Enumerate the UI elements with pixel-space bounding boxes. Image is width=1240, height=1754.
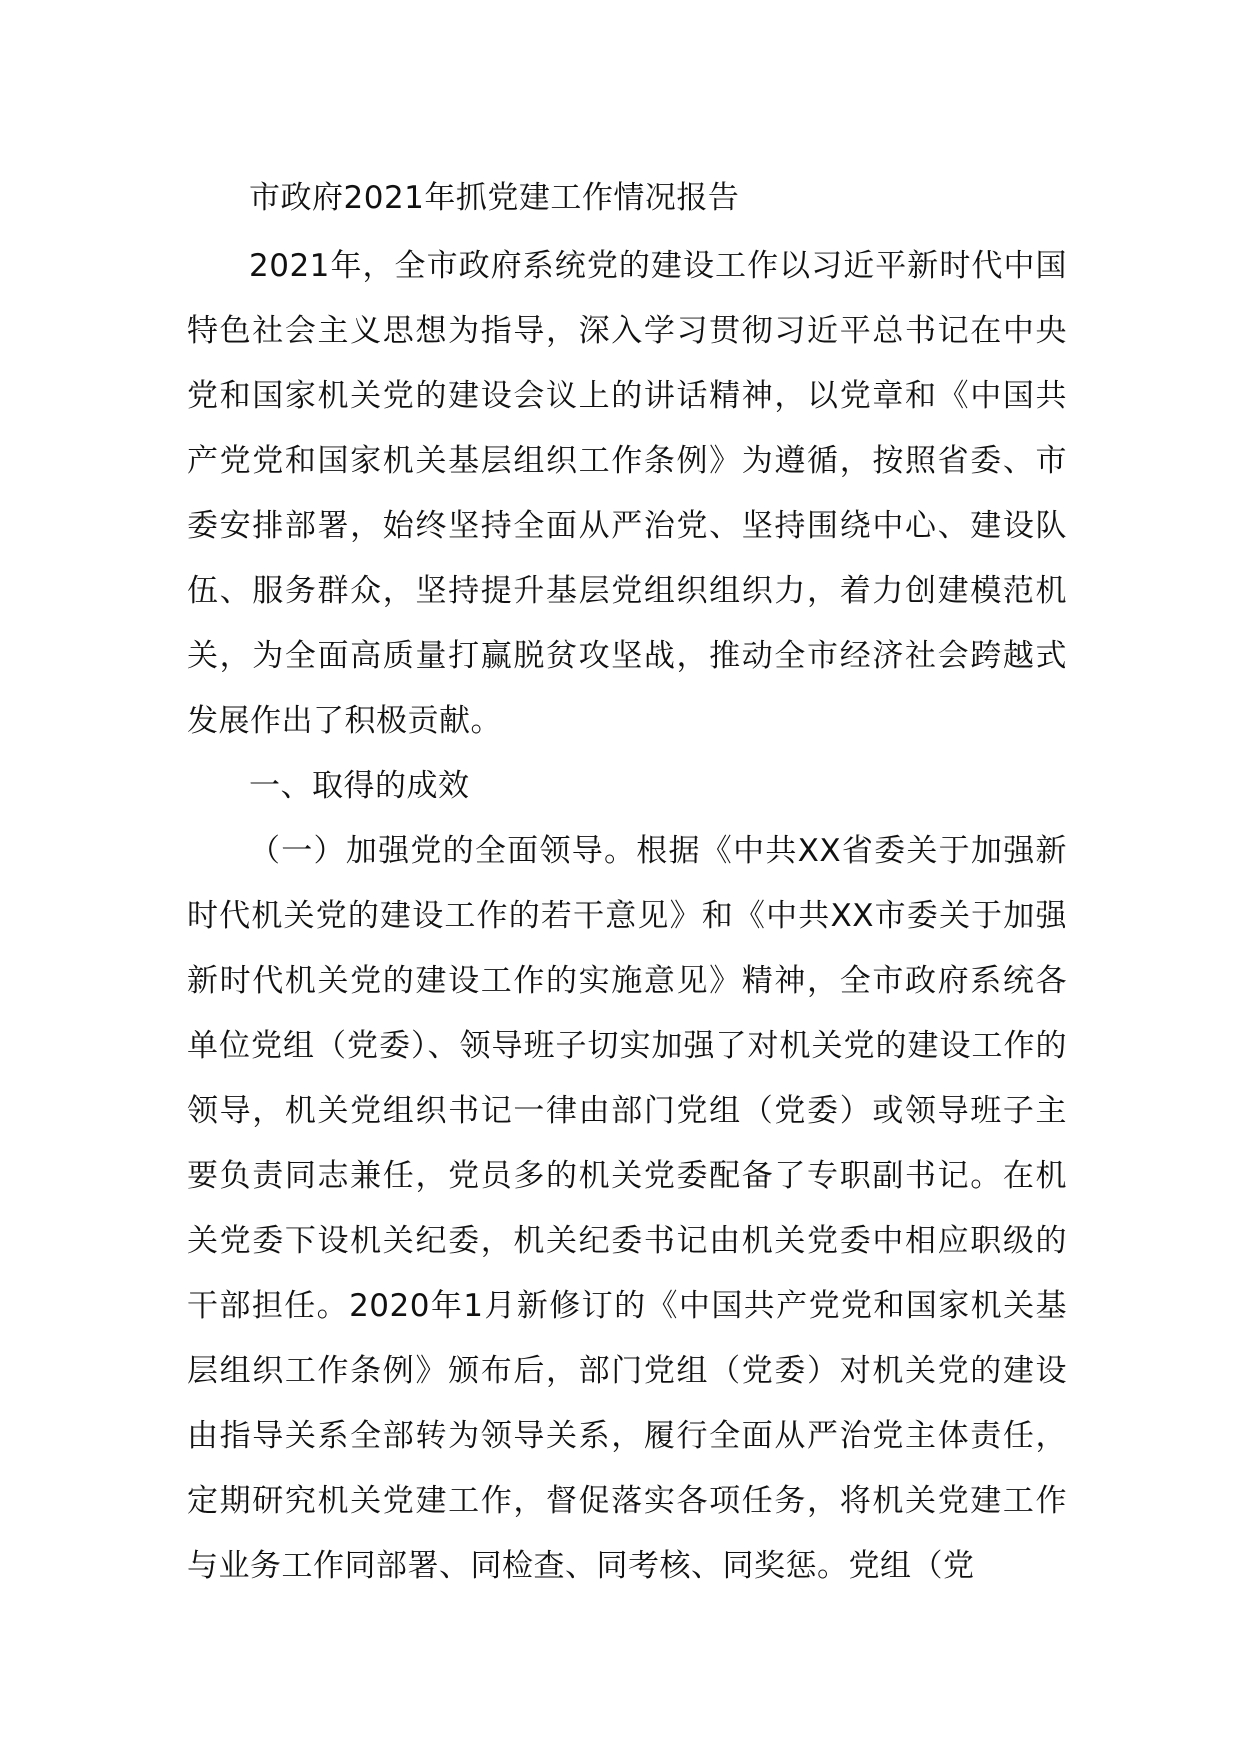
document-title: 市政府2021年抓党建工作情况报告 xyxy=(249,180,740,216)
section-paragraph: （一）加强党的全面领导。根据《中共XX省委关于加强新时代机关党的建设工作的若干意见》和《中共XX市委关于加强新时代机关党的建设工作的实施意见》精神，全市政府系统各单位党组（党委）、领导班子切实加强了对机关党的建设工作的领导，机关党组织书记一律由部门党组（党委）或领导班子主要负责同志兼任，党员多的机关党委配备了专职副书记。在机关党委下设机关纪委，机关纪委书记由机关党委中相应职级的干部担任。2020年1月新修订的《中国共产党党和国家机关基层组织工作条例》颁布后，部门党组（党委）对机关党的建设由指导关系全部转为领导关系，履行全面从严治党主体责任，定期研究机关党建工作，督促落实各项任务，将机关党建工作与业务工作同部署、同检查、同考核、同奖惩。党组（党 xyxy=(187,833,1067,1584)
document-body xyxy=(187,166,1067,1599)
section-heading: 一、取得的成效 xyxy=(249,768,470,804)
intro-paragraph: 2021年，全市政府系统党的建设工作以习近平新时代中国特色社会主义思想为指导，深入学习贯彻习近平总书记在中央党和国家机关党的建设会议上的讲话精神，以党章和《中国共产党党和国家机关基层组织工作条例》为遵循，按照省委、市委安排部署，始终坚持全面从严治党、坚持围绕中心、建设队伍、服务群众，坚持提升基层党组织组织力，着力创建模范机关，为全面高质量打赢脱贫攻坚战，推动全市经济社会跨越式发展作出了积极贡献。 xyxy=(187,248,1067,739)
